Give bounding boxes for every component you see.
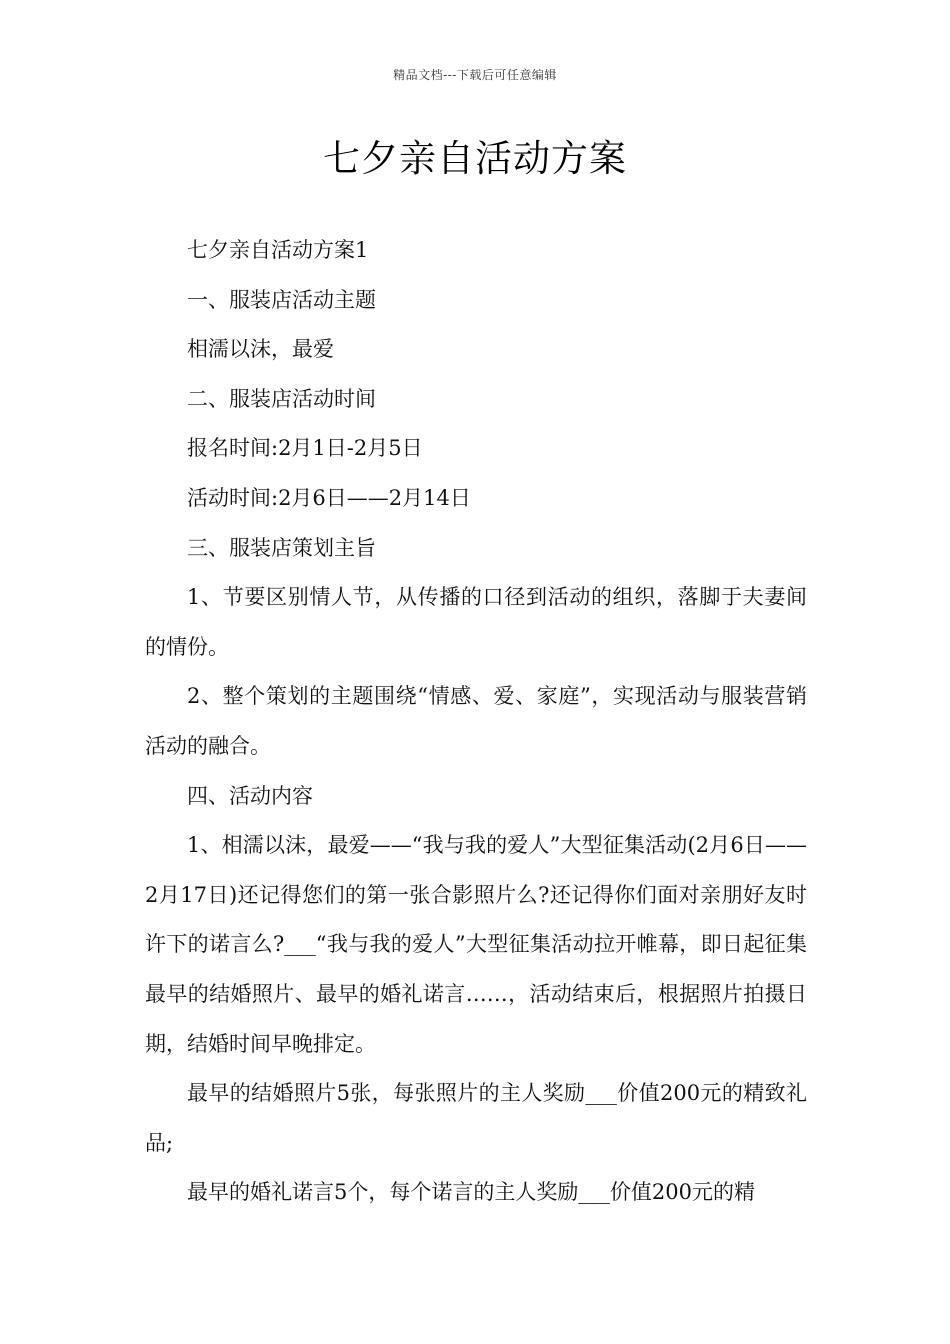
paragraph: 报名时间:2月1日-2月5日 [187,436,423,461]
paragraph: 1、节要区别情人节，从传播的口径到活动的组织，落脚于夫妻间的情份。 [145,585,807,659]
header-note: 精品文档---下载后可任意编辑 [393,68,557,82]
paragraph: 1、相濡以沫，最爱——“我与我的爱人”大型征集活动(2月6日——2月17日)还记得您们的第一张合影照片么?还记得你们面对亲朋好友时许下的诺言么?___“我与我的爱人”大型征集活动拉开帷幕，即日起征集最早的结婚照片、最早的婚礼诺言……，活动结束后，根据照片拍摄日期，结婚时间早晚排定。 [145,833,807,1056]
paragraph: 四、活动内容 [187,783,313,808]
paragraph: 三、服装店策划主旨 [187,535,376,560]
paragraph: 2、整个策划的主题围绕“情感、爱、家庭”，实现活动与服装营销活动的融合。 [145,684,807,758]
paragraph: 二、服装店活动时间 [187,386,376,411]
document-title: 七夕亲自活动方案 [323,137,627,180]
document-body [145,226,807,1218]
paragraph: 最早的结婚照片5张，每张照片的主人奖励___价值200元的精致礼品; [145,1081,807,1155]
paragraph: 最早的婚礼诺言5个，每个诺言的主人奖励___价值200元的精 [187,1180,755,1205]
paragraph: 活动时间:2月6日——2月14日 [187,485,471,510]
paragraph: 相濡以沫，最爱 [187,337,334,362]
paragraph: 七夕亲自活动方案1 [187,238,369,262]
paragraph: 一、服装店活动主题 [187,287,376,312]
